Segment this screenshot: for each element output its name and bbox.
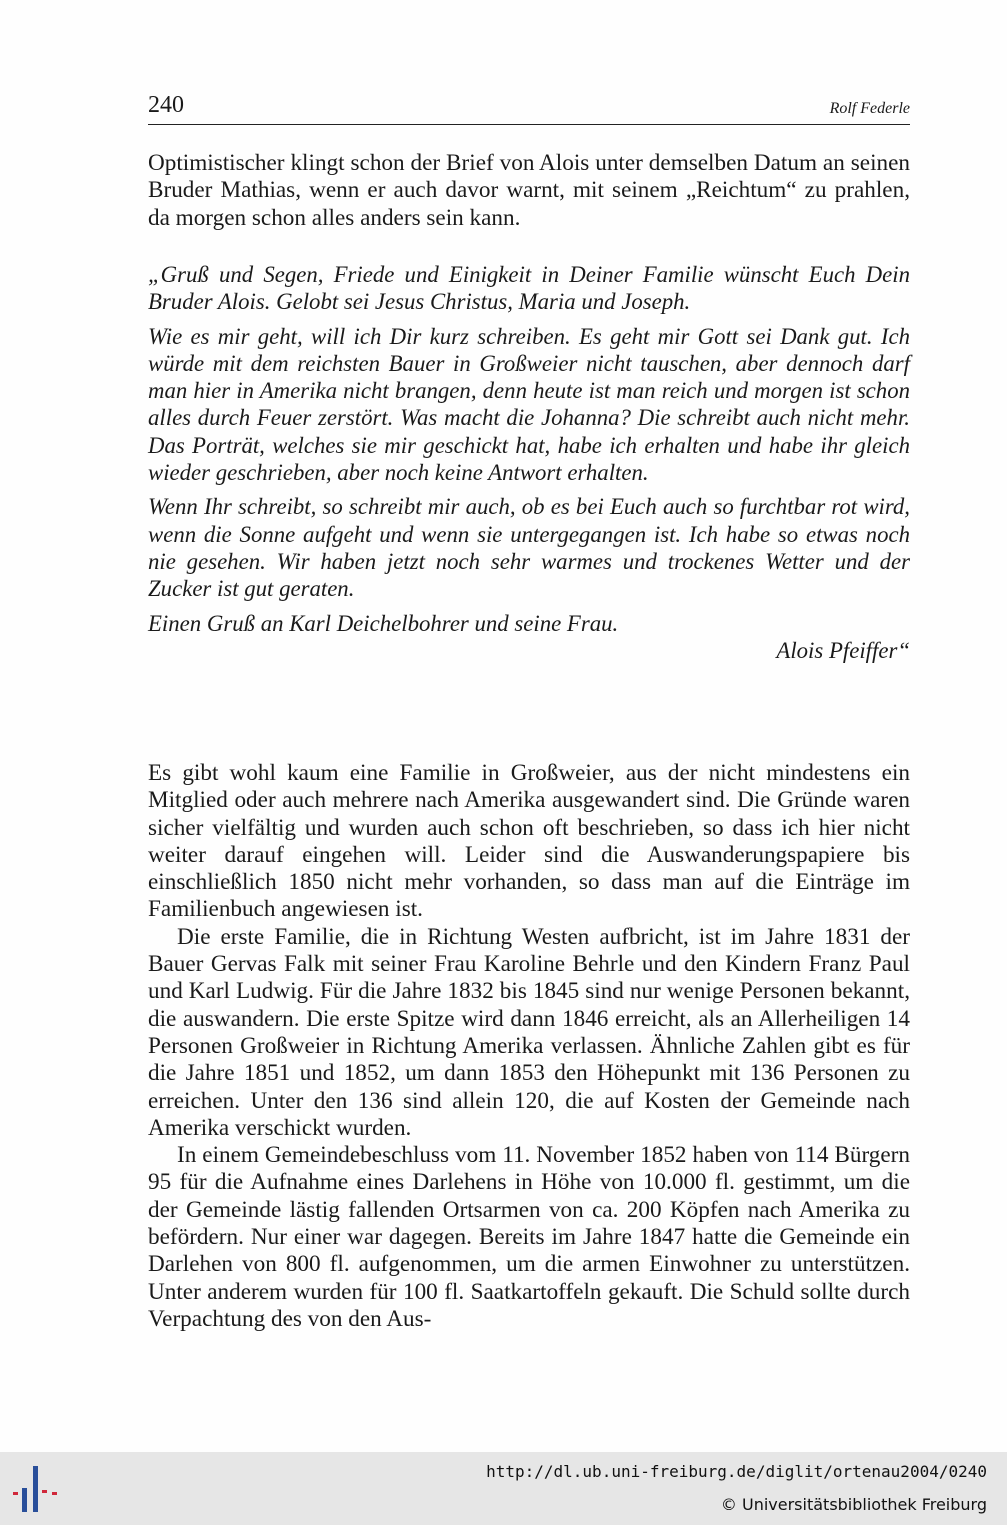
- intro-paragraph: Optimistischer klingt schon der Brief von Alois unter demselben Datum an seinen Bruder Mathias, wenn er auch davor warnt, mit seinem „Reichtum“ zu prahlen, da morgen schon alles anders sein kann.: [148, 150, 910, 231]
- letter-paragraph: „Gruß und Segen, Friede und Einigkeit in Deiner Familie wünscht Euch Dein Bruder Alois. Gelobt sei Jesus Christus, Maria und Joseph.: [148, 262, 910, 315]
- body-paragraph: Die erste Familie, die in Richtung Westen aufbricht, ist im Jahre 1831 der Bauer Gervas Falk mit seiner Frau Karoline Behrle und den Kindern Franz Paul und Karl Ludwig. Für die Jahre 1832 bis 1845 sind nur wenige Personen bekannt, die auswandern. Die erste Spitze wird dann 1846 erreicht, als an Allerheiligen 14 Personen Großweier in Richtung Amerika verlassen. Ähnliche Zahlen gibt es für die Jahre 1851 und 1852, um dann 1853 den Höhepunkt mit 136 Personen zu erreichen. Unter den 136 sind allein 120, die auf Kosten der Gemeinde nach Amerika verschickt wurden.: [148, 923, 910, 1141]
- viewer-footer: [0, 1452, 1007, 1525]
- copyright-notice: © Universitätsbibliothek Freiburg: [720, 1495, 987, 1514]
- letter-paragraph: Wenn Ihr schreibt, so schreibt mir auch, ob es bei Euch auch so furchtbar rot wird, wenn die Sonne aufgeht und wenn sie untergegangen ist. Ich habe so etwas noch nie gesehen. Wir haben jetzt noch sehr warmes und trockenes Wetter und der Zucker ist gut geraten.: [148, 494, 910, 602]
- page-header: [148, 92, 910, 125]
- body-paragraph: In einem Gemeindebeschluss vom 11. November 1852 haben von 114 Bürgern 95 für die Aufnahme eines Darlehens in Höhe von 10.000 fl. gestimmt, um die der Gemeinde lästig fallenden Ortsarmen von ca. 200 Köpfen nach Amerika zu befördern. Nur einer war dagegen. Bereits im Jahre 1847 hatte die Gemeinde ein Darlehen von 800 fl. aufgenommen, um die armen Einwohner zu unterstützen. Unter anderem wurden für 100 fl. Saatkartoffeln gekauft. Die Schuld sollte durch Verpachtung des von den Aus-: [148, 1142, 910, 1332]
- page-number: 240: [148, 92, 184, 118]
- body-paragraph: Es gibt wohl kaum eine Familie in Großweier, aus der nicht mindestens ein Mitglied oder auch mehrere nach Amerika ausgewandert sind. Die Gründe waren sicher vielfältig und wurden auch schon oft beschrieben, so dass ich hier nicht weiter darauf eingehen will. Leider sind die Auswanderungspapiere bis einschließlich 1850 nicht mehr vorhanden, so dass man auf die Einträge im Familienbuch angewiesen ist.: [148, 760, 910, 923]
- letter-paragraph: Einen Gruß an Karl Deichelbohrer und seine Frau.: [148, 610, 619, 636]
- document-url-link[interactable]: http://dl.ub.uni-freiburg.de/diglit/ortenau2004/0240: [486, 1462, 987, 1481]
- ub-freiburg-logo-icon: [12, 1466, 64, 1512]
- intro-paragraph-block: [148, 150, 910, 232]
- letter-signature: Alois Pfeiffer“: [776, 637, 910, 663]
- letter-quote: [148, 261, 910, 671]
- running-head-author: Rolf Federle: [829, 100, 910, 117]
- letter-paragraph: Wie es mir geht, will ich Dir kurz schreiben. Es geht mir Gott sei Dank gut. Ich würde mit dem reichsten Bauer in Großweier nicht tauschen, aber dennoch darf man hier in Amerika nicht brangen, denn heute ist man reich und morgen ist schon alles durch Feuer zerstört. Was macht die Johanna? Die schreibt auch nicht mehr. Das Porträt, welches sie mir geschickt hat, habe ich erhalten und habe ihr gleich wieder geschrieben, aber noch keine Antwort erhalten.: [148, 323, 910, 486]
- body-text: [148, 760, 910, 1333]
